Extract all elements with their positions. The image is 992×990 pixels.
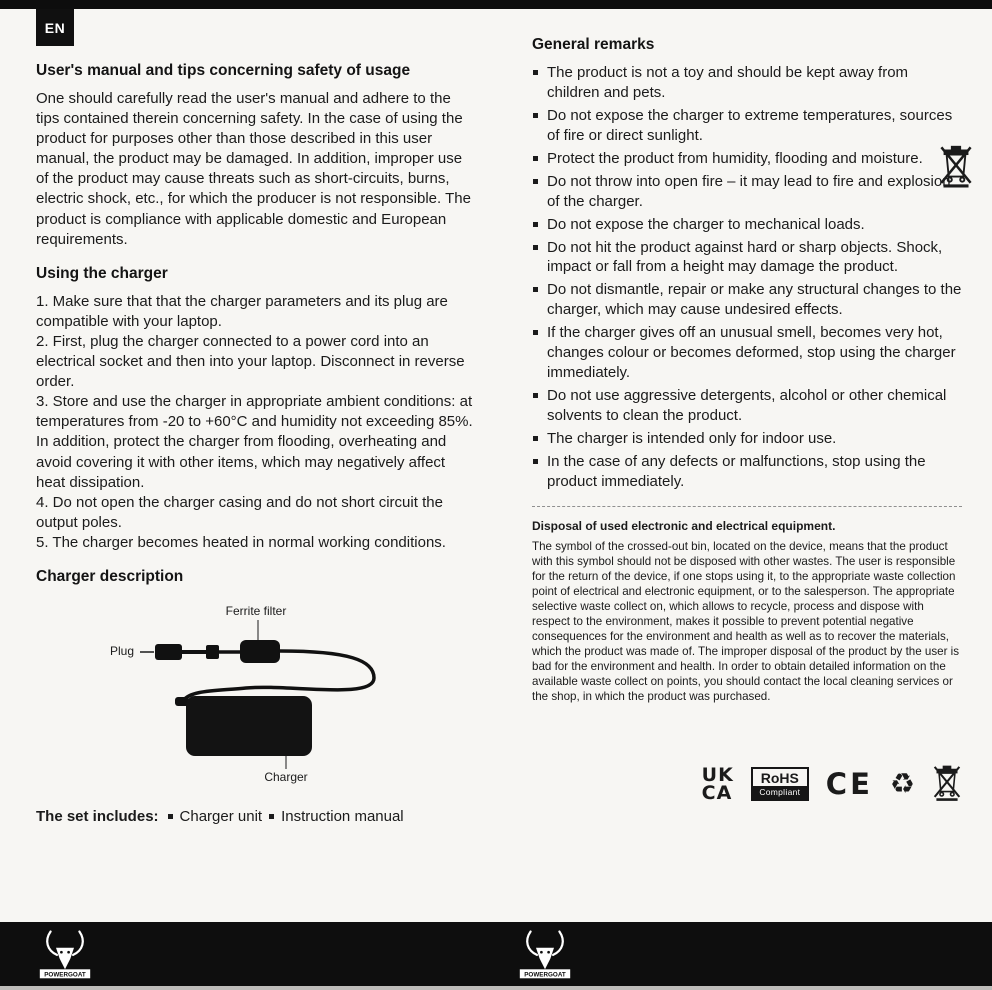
rohs-label: RoHS [760,769,799,786]
remark-item: Do not use aggressive detergents, alcohol or other chemical solvents to clean the product. [532,386,962,426]
charger-label: Charger [264,769,308,784]
right-column [532,36,962,807]
remarks-list [532,63,962,492]
ukca-bottom-text: CA [701,781,733,804]
plug-label: Plug [110,643,135,658]
top-black-bar [0,0,992,9]
powergoat-logo [518,927,572,986]
remark-item: The product is not a toy and should be kept away from children and pets. [532,63,962,103]
remark-item: If the charger gives off an unusual smell, becomes very hot, changes colour or becomes deformed, stop using the charger immediately. [532,323,962,383]
safety-paragraph: One should carefully read the user's manual and adhere to the tips contained therein concerning safety. In the case of using the product for purposes other than those described in this user manual, the product may be damaged. In addition, improper use of the product may cause threats such as short-circuits, burns, electric shock, etc., for which the producer is not responsible. The product is compliance with applicable domestic and European requirements. [36,90,471,248]
using-step-2: 2. First, plug the charger connected to a power cord into an electrical socket and then into your laptop. Disconnect in reverse order. [36,332,465,391]
left-column [36,62,474,825]
goat-icon [518,927,572,981]
remark-item: Do not expose the charger to extreme temperatures, sources of fire or direct sunlight. [532,106,962,146]
language-badge-label: EN [44,19,66,36]
brand-banner-text: POWERGOAT [524,971,566,979]
square-bullet-icon [269,814,274,819]
language-badge [36,9,74,46]
brand-banner-text: POWERGOAT [44,971,86,979]
certification-marks [532,760,962,807]
using-step-1: 1. Make sure that that the charger parameters and its plug are compatible with your laptop. [36,292,448,330]
rohs-mark [751,767,809,801]
ferrite-filter-shape [240,640,280,663]
ukca-mark [701,763,734,804]
charger-diagram-drawing [36,598,474,798]
charger-brick-shape [186,696,312,756]
set-includes-line [36,808,474,825]
section-title-description: Charger description [36,567,184,585]
set-item-charger-unit: Charger unit [179,807,263,825]
dashed-divider [532,506,962,507]
disposal-paragraph: The symbol of the crossed-out bin, located on the device, means that the product with this symbol should not be disposed with other wastes. The user is responsible for the return of the device, if one stops using it, to the appropriate waste collection point of electrical and electronic equipment, or to the salesperson. The appropriate selective waste collect on, which allows to recycle, process and dispose with respect to the environment, makes it possible to prevent potential negative consequences for the environment and health as well as to recover the materials, which the product was made of. The improper disposal of the product by the user is bad for the environment and health. In order to obtain detailed information on the available waste collect on points, you should contact the local cleaning services or the shop, in which the product was purchased. [532,539,960,704]
remark-item: Do not expose the charger to mechanical loads. [532,215,962,235]
footer-bottom-strip [0,986,992,990]
ce-mark: CE [825,766,873,801]
weee-bin-icon [932,760,962,807]
section-title-safety: User's manual and tips concerning safety of usage [36,62,411,79]
charger-diagram [36,598,474,798]
goat-icon [38,927,92,981]
section-title-using: Using the charger [36,264,168,282]
set-item-instruction-manual: Instruction manual [281,807,404,825]
remark-item: Protect the product from humidity, flooding and moisture. [532,149,962,169]
remark-item: Do not dismantle, repair or make any structural changes to the charger, which may cause undesired effects. [532,280,962,320]
powergoat-logo [38,927,92,986]
remark-item: Do not throw into open fire – it may lead to fire and explosion of the charger. [532,172,962,212]
using-step-5: 5. The charger becomes heated in normal working conditions. [36,533,446,551]
ferrite-filter-label: Ferrite filter [225,603,287,618]
set-includes-label: The set includes: [36,807,159,825]
remark-item: Do not hit the product against hard or sharp objects. Shock, impact or fall from a height may damage the product. [532,238,962,278]
using-step-3: 3. Store and use the charger in appropriate ambient conditions: at temperatures from -20 to +60°C and humidity not exceeding 85%. In addition, protect the charger from flooding, overheating and avoid covering it with other items, which may negatively affect heat dissipation. [36,393,473,491]
rohs-compliant-label: Compliant [753,786,807,799]
square-bullet-icon [168,814,173,819]
recycling-icon: ♻ [889,766,915,800]
plug-shape [155,644,240,660]
disposal-title: Disposal of used electronic and electrical equipment. [532,518,836,533]
crossed-out-bin-icon [932,760,962,802]
footer-bar [0,922,992,986]
section-title-remarks: General remarks [532,36,655,53]
remark-item: In the case of any defects or malfunctions, stop using the product immediately. [532,452,962,492]
ukca-top-text: UK [701,763,734,786]
using-step-4: 4. Do not open the charger casing and do not short circuit the output poles. [36,493,443,531]
remark-item: The charger is intended only for indoor use. [532,429,962,449]
